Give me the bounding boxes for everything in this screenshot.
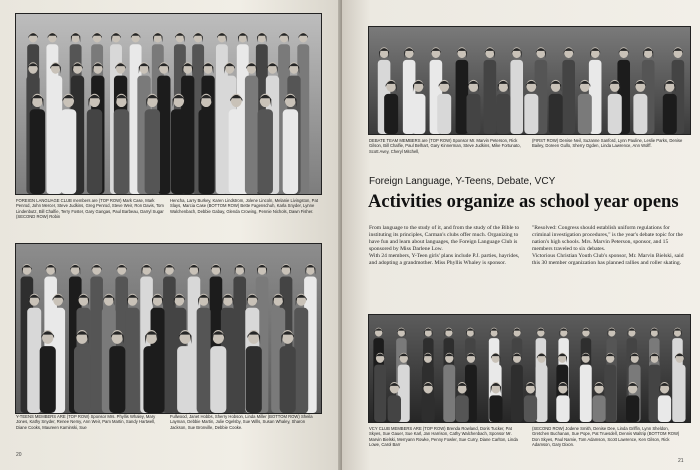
caption-foreign-language-right: Hencha, Larry Burkey, Karen Lindstrom, Jolene Lincoln, Melanie Livingston, Pat Slays, Marcia Case (BOTTOM ROW) Bette Fagenschuh, Karla Snyder, Lynne Walchenbach, Debbie Gabay, Glenda Crowing, Pennie Nichols, Dawn Fisher. bbox=[170, 198, 318, 214]
person-figure bbox=[496, 80, 510, 134]
group-photo-y-teens bbox=[16, 244, 321, 413]
person-figure bbox=[489, 382, 502, 422]
person-figure bbox=[197, 294, 211, 413]
right-page bbox=[342, 0, 700, 470]
person-figure bbox=[556, 382, 569, 422]
caption-debate-left: DEBATE TEAM MEMBERS are (TOP ROW) Sponsor Mr. Marvin Peterson, Rick Gilson, Bill Chalfie, Paul Belhart, Gary Kinnerman, Steve Judkins, Mike Fortunato, Scott Avey, Cheryl Mitchell, bbox=[369, 138, 521, 154]
person-figure bbox=[455, 382, 468, 422]
person-figure bbox=[90, 264, 103, 413]
person-figure bbox=[421, 382, 434, 422]
person-figure bbox=[663, 80, 677, 134]
person-figure bbox=[626, 382, 639, 422]
left-page bbox=[0, 0, 342, 470]
debate-team-photo bbox=[368, 26, 691, 135]
y-teens-photo bbox=[15, 243, 322, 414]
caption-vcy-right: (SECOND ROW) Jodene Smith, Denise Dee, Linda Griffin, Lynn Sheldon, Gretchen Buchanan, Sue Pope, Pat Truesdell, Dennis Waltrip (BOTTOM ROW) Don Skyes, Paul Namie, Tom Adamson, Scott Lawrence, Ken Gilson, Rick Adamson, Gary Dixon. bbox=[532, 426, 680, 448]
caption-vcy-left: VCY CLUB MEMBERS ARE (TOP ROW) Brenda Rowland, Doris Tucker, Pat Skyes, Sue Gauer, Sue Karl, Jan Harrison, Cathy Walchenbach, Sponsor Mr. Marvin Bielski, Merryann Rowke, Penny Fowler, Sue Curry, Diane Carlton, Linda Lowe, Carol Barr bbox=[369, 426, 518, 448]
caption-foreign-language-left: FOREIGN LANGUAGE CLUB members are (TOP ROW) Mark Case, Mark Penrod, John Mercer, Steve Judkins, Greg Penrod, Steve Weir, Ron Davis, Tom Lindenbutz, Bill Chalfie, Terry Foster, Gary Gangas, Paul Barbeau, Darryl Sugar (SECOND ROW) Robin bbox=[16, 198, 164, 220]
person-figure bbox=[388, 382, 401, 422]
vcy-club-photo bbox=[368, 314, 691, 423]
person-figure bbox=[294, 294, 308, 413]
section-kicker: Foreign Language, Y-Teens, Debate, VCY bbox=[369, 176, 556, 187]
group-photo-debate-team bbox=[369, 27, 690, 134]
page-number-right: 21 bbox=[678, 458, 684, 464]
person-figure bbox=[49, 62, 62, 194]
body-text-column-1: From language to the study of it, and from the study of the Bible to instituting its principles, Carman's clubs offer much. Organizing to have fun and learn about languages, the Foreign Language Club is sponsored by Miss Darlene Low. With 24 members, Y-Teen girls' plans include P.J. parties, hayrides, and adopting a grandmother. Miss Phyllis Whaley is sponsor. bbox=[369, 225, 520, 266]
person-figure bbox=[658, 382, 671, 422]
body-text-column-2: "Resolved: Congress should establish uniform regulations for criminal investigation procedures," is the year's debate topic for the nation's high schools. Mrs. Marvin Peterson, sponsor, and 15 members traveled to six debates. Victorious Christian Youth Club's sponsor, Mr. Marvin Bielski, said this 30 member organization has planned rallies and roller skating. bbox=[532, 225, 684, 266]
person-figure bbox=[233, 264, 246, 413]
group-photo-vcy-club bbox=[369, 315, 690, 422]
caption-yteens-right: Fullwood, Janet Hobbs, Sherry Hobson, Linda Miller (BOTTOM ROW) Sheila Layman, Debbie Martin, Julie Ogelsby, Sue Wills, Susan Whaley, Sharon Jackson, Sue Bronville, Debbie Cooke. bbox=[170, 414, 313, 430]
page-number-left: 20 bbox=[16, 452, 22, 458]
caption-debate-right: (FIRST ROW) Denise Neil, Suzanne Sanford, Lynn Pauline, Leslie Parks, Denise Bailey, Doreen Gullo, Sherry Ogden, Linda Lawrence, Ann Wolff. bbox=[532, 138, 683, 149]
person-figure bbox=[245, 62, 258, 194]
person-figure bbox=[125, 294, 139, 413]
caption-yteens-left: Y-TEENS MEMBERS ARE (TOP ROW) Sponsor Mrs. Phyllis Whaley, Mary Jones, Kathy Snyder, Renee Nemy, Ann Weir, Pam Martin, Sandy Hartwell, Diane Cooks, Maureen Kaminski, Sue bbox=[16, 414, 156, 430]
page-headline: Activities organize as school year opens bbox=[368, 192, 679, 212]
person-figure bbox=[592, 382, 605, 422]
person-figure bbox=[524, 382, 537, 422]
group-photo-foreign-language bbox=[16, 14, 321, 194]
person-figure bbox=[27, 294, 41, 413]
foreign-language-club-photo bbox=[15, 13, 322, 195]
